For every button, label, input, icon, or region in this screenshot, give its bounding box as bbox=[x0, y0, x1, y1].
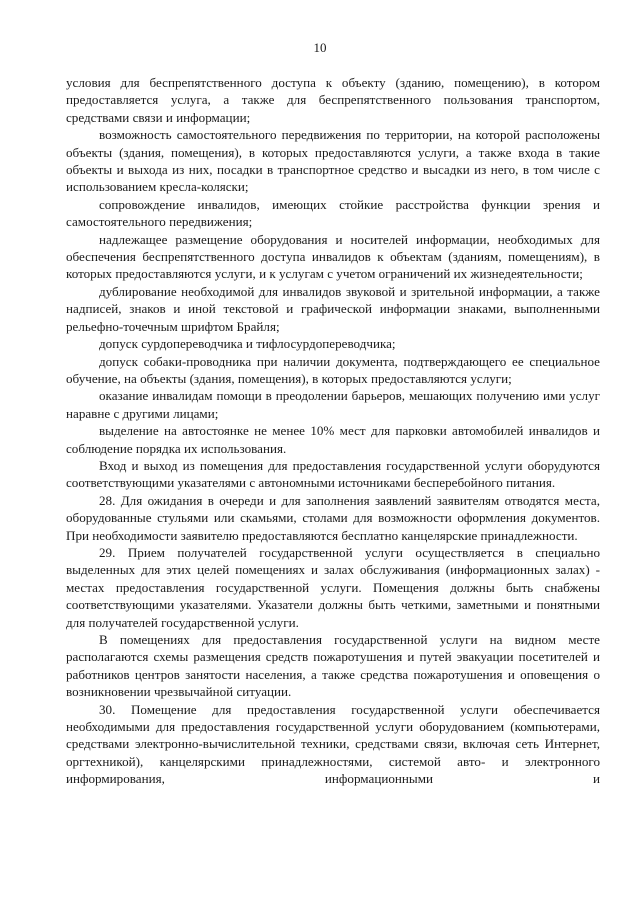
paragraph-13: В помещениях для предоставления государственной услуги на видном месте располагаются схемы размещения средств пожаротушения и путей эвакуации посетителей и работников центров занятости населения, а также средства пожаротушения и оповещения о возникновении чрезвычайной ситуации. bbox=[66, 632, 600, 700]
paragraph-10: Вход и выход из помещения для предоставления государственной услуги оборудуются соответствующими указателями с автономными источниками бесперебойного питания. bbox=[66, 457, 600, 491]
paragraph-6: допуск сурдопереводчика и тифлосурдопереводчика; bbox=[99, 336, 396, 352]
document-body bbox=[66, 74, 600, 788]
paragraph-2: возможность самостоятельного передвижения по территории, на которой расположены объекты (здания, помещения), в которых предоставляются услуги, а также входа в такие объекты и выхода из них, посадки в транспортное средство и высадки из него, в том числе с использованием кресла-коляски; bbox=[66, 127, 600, 195]
paragraph-11: 28. Для ожидания в очереди и для заполнения заявлений заявителям отводятся места, оборудованные стульями или скамьями, столами для возможности оформления документов. При необходимости заявителю предоставляются бесплатно канцелярские принадлежности. bbox=[66, 492, 600, 543]
paragraph-3: сопровождение инвалидов, имеющих стойкие расстройства функции зрения и самостоятельного передвижения; bbox=[66, 196, 600, 230]
paragraph-5: дублирование необходимой для инвалидов звуковой и зрительной информации, а также надписей, знаков и иной текстовой и графической информации знаками, выполненными рельефно-точечным шрифтом Брайля; bbox=[66, 283, 600, 334]
paragraph-4: надлежащее размещение оборудования и носителей информации, необходимых для обеспечения беспрепятственного доступа инвалидов к объектам (зданиям, помещениям), в которых предоставляются услуги, и к услугам с учетом ограничений их жизнедеятельности; bbox=[66, 231, 600, 282]
paragraph-9: выделение на автостоянке не менее 10% мест для парковки автомобилей инвалидов и соблюдение порядка их использования. bbox=[66, 423, 600, 456]
page-number: 10 bbox=[313, 40, 327, 55]
paragraph-7: допуск собаки-проводника при наличии документа, подтверждающего ее специальное обучение, на объекты (здания, помещения), в которых предоставляются услуги; bbox=[66, 353, 600, 386]
paragraph-14: 30. Помещение для предоставления государственной услуги обеспечивается необходимыми для предоставления государственной услуги оборудованием (компьютерами, средствами электронно-вычислительной техники, средствами связи, включая сеть Интернет, оргтехникой), канцелярскими принадлежностями, системой авто- и электронного информирования, информационными и bbox=[66, 701, 600, 787]
paragraph-8: оказание инвалидам помощи в преодолении барьеров, мешающих получению ими услуг наравне с другими лицами; bbox=[66, 388, 600, 421]
paragraph-1: условия для беспрепятственного доступа к объекту (зданию, помещению), в котором предоставляется услуга, а также для беспрепятственного пользования транспортом, средствами связи и информации; bbox=[66, 75, 600, 125]
paragraph-12: 29. Прием получателей государственной услуги осуществляется в специально выделенных для этих целей помещениях и залах обслуживания (информационных залах) - местах предоставления государственной услуги. Помещения должны быть снабжены соответствующими указателями. Указатели должны быть четкими, заметными и понятными для получателей государственной услуги. bbox=[66, 544, 600, 630]
